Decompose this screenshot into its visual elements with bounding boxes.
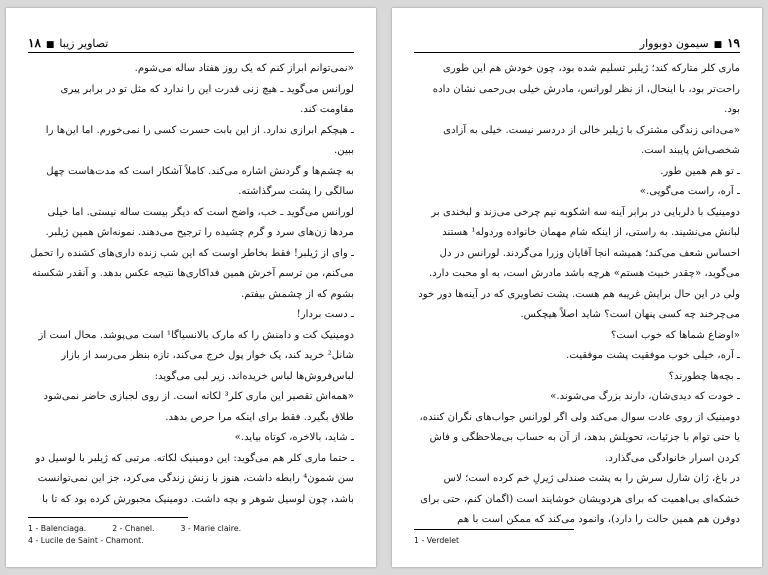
right-page xyxy=(392,8,762,567)
paragraph: ـ دست بردار! xyxy=(296,309,354,320)
paragraph: «می‌دانی زندگی مشترک با ژیلبر خالی از دردسر نیست. خیلی به آزادی شخصی‌اش پایبند است. xyxy=(443,124,740,156)
footnote-row xyxy=(28,535,354,547)
footnote: 4 - Lucile de Saint - Chamont. xyxy=(28,536,144,545)
right-page-running-title: سیمون دوبووار xyxy=(639,37,709,50)
paragraph: ـ آره، راست می‌گویی.» xyxy=(639,186,740,197)
left-header-group xyxy=(28,36,108,50)
right-page-body xyxy=(414,59,740,531)
right-page-number: ۱۹ xyxy=(727,36,740,50)
paragraph: «نمی‌توانم ابراز کنم که یک روز هفتاد ساله می‌شوم. xyxy=(134,63,354,74)
left-page-running-title: تصاویر زیبا xyxy=(59,37,109,50)
header-separator-icon: ■ xyxy=(45,40,55,50)
paragraph: ـ حتما ماری کلر هم می‌گوید: این دومینیک لکاته. مرتبی که ژیلبر با لوسیل دو سن شمون⁴ رابطه داشت، هنوز با زنش زندگی می‌کرد، جز این نمی‌توانست باشد، چون لوسیل شوهر و بچه داشت. دومینیک مجبورش کرده بود که تا با xyxy=(35,452,354,505)
left-page xyxy=(6,8,376,567)
right-header-group xyxy=(640,36,740,50)
right-page-header xyxy=(414,36,740,53)
paragraph: ـ آره، خیلی خوب موفقیت پشت موفقیت. xyxy=(566,350,740,361)
paragraph: «اوضاع شماها که خوب است؟ xyxy=(610,329,740,341)
paragraph: دومینیک از روی عادت سوال می‌کند ولی اگر لورانس جواب‌های نگران کننده، یا حتی توام با جزئیات، تحویلش بدهد، از آن به حساب بی‌ملاحظگی و فاش کردن اسرار خانوادگی می‌گذارد. xyxy=(419,411,740,464)
footnote-rule xyxy=(28,517,188,518)
right-page-content xyxy=(414,36,740,557)
footnote: 1 - Verdelet xyxy=(414,536,460,545)
paragraph: ماری کلر متارکه کند؛ ژیلبر تسلیم شده بود، چون خودش هم این طوری راحت‌تر بود، با اینحال، از نظر لورانس، مادرش خیلی بی‌رحمی نشان داده بود. xyxy=(432,63,740,115)
left-page-body xyxy=(28,59,354,510)
paragraph: لورانس می‌گوید ـ خب، واضح است که دیگر بیست ساله نیستی. اما خیلی مردها زن‌های سرد و گرم چشیده را ترجیح می‌دهند. نمونه‌اش همین ژیلبر. xyxy=(45,206,354,238)
footnote: 1 - Balenciaga. xyxy=(28,524,87,533)
paragraph: ـ خودت که دیدی‌شان، دارند بزرگ می‌شوند.» xyxy=(550,391,740,402)
left-page-content xyxy=(28,36,354,557)
paragraph: ـ بچه‌ها چطورند؟ xyxy=(668,370,740,382)
paragraph: دومینیک کت و دامنش را که مارک بالانسیاگا¹ است می‌پوشد. محال است از شانل² خرید کند، یک خوار پول خرج می‌کند، تازه بنظر می‌رسد از بازار لباس‌فروش‌ها لباس خریده‌اند. زیر لبی می‌گوید: xyxy=(38,329,354,382)
paragraph: لورانس می‌گوید ـ هیچ زنی قدرت این را ندارد که مثل تو در برابر پیری مقاومت کند. xyxy=(60,83,354,115)
paragraph: «همه‌اش تقصیر این ماری کلر³ لکاته است. از روی لجبازی حاضر نمی‌شود طلاق بگیرد. فقط برای اینکه مرا حرص بدهد. xyxy=(43,391,354,423)
footnote-row xyxy=(414,535,740,547)
footnote-row xyxy=(28,523,354,535)
left-page-header xyxy=(28,36,354,53)
paragraph: به چشم‌ها و گردنش اشاره می‌کند. کاملاً آشکار است که مدت‌هاست چهل سالگی را پشت سرگذاشته. xyxy=(46,165,354,197)
footnote-rule xyxy=(414,529,574,530)
paragraph: ـ وای از ژیلبر! فقط بخاطر اوست که این شب زنده داری‌های کشنده را تحمل می‌کنم، من ترسم آخرش همین فداکاری‌ها نتیجه عکس بدهد. و آنقدر شکسته بشوم که از چشمش بیفتم. xyxy=(30,247,354,300)
left-page-number: ۱۸ xyxy=(28,36,41,50)
header-separator-icon: ■ xyxy=(713,40,723,50)
footnote: 3 - Marie claire. xyxy=(180,524,242,533)
right-footnotes xyxy=(414,529,740,547)
footnote: 2 - Chanel. xyxy=(112,524,155,533)
left-footnotes xyxy=(28,517,354,547)
paragraph: ـ هیچکم ابرازی ندارد. از این بابت حسرت کسی را نمی‌خورم. اما این‌ها را ببین. xyxy=(45,124,354,156)
paragraph: ـ شاید، بالاخره، کوتاه بیاید.» xyxy=(234,432,354,443)
paragraph: ـ تو هم همین طور. xyxy=(660,165,740,177)
paragraph: دومینیک با دلربایی در برابر آینه سه اشکوبه نیم چرخی می‌زند و لبخندی بر لبانش می‌نشیند. به راستی، از اینکه شام مهمان خانواده وردوله¹ هستند احساس شعف می‌کند؛ همیشه انجا آقایان وزرا می‌گردند. لورانس در دل می‌گوید، «چقدر خبیث هستم» هرچه باشد مادرش است، به او محبت دارد. ولی در این حال برایش غریبه هم هست. پشت تصاویری که در آینه‌ها دور خود می‌چرخند چه کسی پنهان است؟ شاید اصلاً هیچکس. xyxy=(418,206,740,320)
paragraph: در باغ، ژان شارل سرش را به پشت صندلی ژیرلِ خم کرده است؛ لاس خشکه‌ای بی‌اهمیت که برای هردویشان خوشایند است (اگمان کنم، حتی برای دوفرن هم همین حالت را دارد)، وانمود می‌کند که ممکن است با هم xyxy=(420,473,740,525)
